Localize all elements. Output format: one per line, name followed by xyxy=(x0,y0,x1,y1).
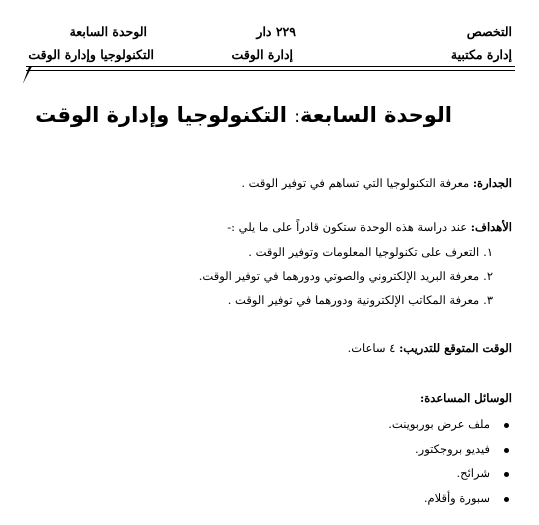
objective-item xyxy=(199,269,493,283)
course-name: إدارة الوقت xyxy=(231,47,293,62)
training-time-line xyxy=(348,341,512,355)
aid-item xyxy=(457,466,503,480)
title-separator: : xyxy=(294,107,300,127)
objectives-intro-line xyxy=(227,220,512,234)
title-unit: الوحدة السابعة xyxy=(299,103,452,127)
competency-label: الجدارة: xyxy=(472,176,512,190)
competency-text: معرفة التكنولوجيا التي تساهم في توفير الوقت . xyxy=(241,176,470,190)
aid-item xyxy=(388,417,503,431)
objective-number: ١. xyxy=(483,245,493,259)
bullet-icon xyxy=(504,472,509,477)
objectives-label: الأهداف: xyxy=(470,220,512,234)
aid-item xyxy=(415,442,503,456)
objective-item xyxy=(228,293,493,307)
aid-text: فيديو بروجكتور. xyxy=(415,442,490,456)
bullet-icon xyxy=(504,423,509,428)
specialty-value: إدارة مكتبية xyxy=(450,47,512,62)
training-time-value: ٤ ساعات. xyxy=(347,341,396,355)
aid-text: سبورة وأقلام. xyxy=(423,491,490,505)
unit-label: الوحدة السابعة xyxy=(69,24,147,39)
objective-text: معرفة المكاتب الإلكترونية ودورهما في توفير الوقت . xyxy=(227,293,480,307)
aid-text: شرائح. xyxy=(456,466,490,480)
objectives-intro: عند دراسة هذه الوحدة ستكون قادراً على ما يلي :- xyxy=(227,220,468,234)
header-rule-thin xyxy=(26,70,515,71)
objective-number: ٣. xyxy=(483,293,493,307)
bullet-icon xyxy=(504,497,509,502)
bullet-icon xyxy=(504,448,509,453)
course-code: ٢٢٩ دار xyxy=(256,24,296,39)
page-title xyxy=(35,103,452,127)
title-topic: التكنولوجيا وإدارة الوقت xyxy=(35,103,287,127)
unit-name: التكنولوجيا وإدارة الوقت xyxy=(28,47,154,62)
aids-label: الوسائل المساعدة: xyxy=(420,391,512,405)
specialty-label: التخصص xyxy=(466,24,512,39)
competency-line xyxy=(241,176,512,190)
aid-text: ملف عرض بوربوينت. xyxy=(388,417,490,431)
objective-item xyxy=(248,245,493,259)
objective-text: التعرف على تكنولوجيا المعلومات وتوفير الوقت . xyxy=(248,245,480,259)
training-time-label: الوقت المتوقع للتدريب: xyxy=(399,341,512,355)
objective-number: ٢. xyxy=(483,269,493,283)
aid-item xyxy=(424,491,503,505)
objective-text: معرفة البريد الإلكتروني والصوتي ودورهما في توفير الوقت. xyxy=(198,269,480,283)
header-rule-thick xyxy=(26,66,515,67)
header-rule-corner xyxy=(23,66,33,84)
